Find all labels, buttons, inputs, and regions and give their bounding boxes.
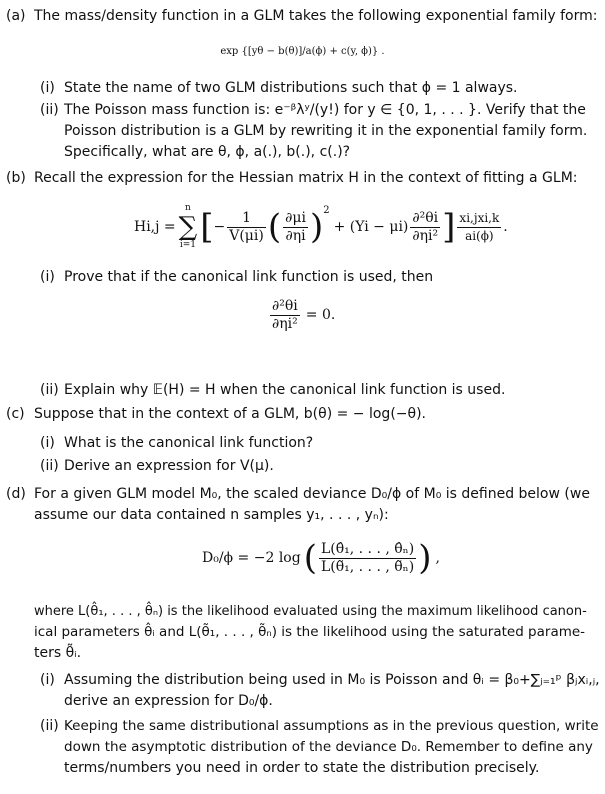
residual-term: + (Yi − μi) — [333, 218, 409, 235]
part-d-after-3: ters θ̃ᵢ. — [34, 645, 82, 661]
part-c-i-text: What is the canonical link function? — [64, 435, 314, 451]
hessian-lhs: Hi,j = — [134, 218, 176, 235]
part-d-ii-text-3: terms/numbers you need in order to state the distribution precisely. — [64, 760, 540, 776]
part-a-ii-label: (ii) — [40, 102, 59, 118]
saturated-likelihood: L(θ̃₁, . . . , θ̃ₙ) — [320, 558, 415, 575]
part-c-label: (c) — [6, 406, 25, 422]
part-c-intro: Suppose that in the context of a GLM, b(θ) = − log(−θ). — [34, 406, 426, 422]
deviance-lhs: D₀/ϕ = −2 log — [202, 549, 301, 566]
part-b-intro: Recall the expression for the Hessian matrix H in the context of fitting a GLM: — [34, 170, 578, 186]
variance-function: V(μi) — [229, 227, 264, 244]
deviance-equation — [202, 530, 440, 586]
part-d-after-2: ical parameters θ̂ᵢ and L(θ̃₁, . . . , θ̃ₙ) is the likelihood using the saturated parame- — [34, 624, 586, 640]
covariate-fraction — [457, 210, 501, 245]
hessian-period: . — [503, 218, 508, 235]
proof-fraction — [270, 298, 300, 333]
part-d-after-1: where L(θ̂₁, . . . , θ̂ₙ) is the likelihood evaluated using the maximum likelihood canon- — [34, 604, 587, 619]
square-exponent: 2 — [323, 205, 330, 216]
exponential-family-formula: exp {[yθ − b(θ)]/a(ϕ) + c(y, ϕ)} . — [220, 46, 385, 57]
deviance-left-paren: ( — [303, 538, 317, 578]
part-d-ii-text-2: down the asymptotic distribution of the deviance D₀. Remember to define any — [64, 739, 593, 755]
inverse-variance-fraction — [227, 210, 266, 245]
second-derivative-fraction — [410, 210, 440, 245]
deta: ∂ηi — [285, 227, 306, 244]
deviance-right-paren: ) — [418, 538, 432, 578]
part-b-i-text: Prove that if the canonical link function is used, then — [64, 269, 434, 285]
part-c-i-label: (i) — [40, 435, 55, 451]
sum-upper-limit: n — [185, 203, 191, 213]
proof-rhs: = 0. — [305, 307, 336, 323]
part-d-ii-text-1: Keeping the same distributional assumptions as in the previous question, write — [64, 718, 599, 734]
dmu: ∂μi — [285, 209, 306, 226]
left-paren: ( — [267, 207, 282, 247]
part-d-i-text-2: derive an expression for D₀/ϕ. — [64, 693, 273, 709]
part-d-intro-2: assume our data contained n samples y₁, . . . , yₙ): — [34, 507, 389, 523]
summation-symbol: n ∑ i=1 — [178, 203, 198, 250]
part-d-label: (d) — [6, 486, 26, 502]
part-b-label: (b) — [6, 170, 26, 186]
canonical-link-equation — [268, 298, 335, 333]
part-b-ii-text: Explain why 𝔼(H) = H when the canonical link function is used. — [64, 382, 506, 398]
part-b-i-label: (i) — [40, 269, 55, 285]
part-d-intro-1: For a given GLM model M₀, the scaled deviance D₀/ϕ of M₀ is defined below (we — [34, 486, 590, 502]
right-bracket: ] — [442, 207, 456, 247]
proof-denominator: ∂ηi² — [272, 316, 298, 332]
fitted-likelihood: L(θ̂₁, . . . , θ̂ₙ) — [320, 540, 415, 557]
part-d-i-label: (i) — [40, 672, 55, 688]
part-c-ii-text: Derive an expression for V(μ). — [64, 458, 274, 474]
part-d-i-text-1: Assuming the distribution being used in M₀ is Poisson and θᵢ = β₀+∑ⱼ₌₁ᵖ βⱼxᵢ,ⱼ, — [64, 672, 600, 688]
part-a-ii-text-1: The Poisson mass function is: e⁻ᵝλʸ/(y!) for y ∈ {0, 1, . . . }. Verify that the — [64, 102, 586, 118]
part-a-i-label: (i) — [40, 80, 55, 96]
minus-sign: − — [213, 218, 226, 235]
d2theta: ∂²θi — [412, 209, 439, 226]
left-bracket: [ — [200, 207, 214, 247]
part-a-i-text: State the name of two GLM distributions such that ϕ = 1 always. — [64, 80, 518, 96]
part-c-ii-label: (ii) — [40, 458, 59, 474]
part-a-label: (a) — [6, 8, 26, 24]
sum-lower-limit: i=1 — [179, 240, 197, 250]
covariate-product: xi,jxi,k — [457, 210, 501, 228]
proof-numerator: ∂²θi — [272, 298, 298, 314]
dmu-deta-fraction — [283, 210, 308, 245]
likelihood-ratio-fraction — [319, 541, 416, 576]
deta2: ∂ηi² — [412, 227, 439, 244]
part-b-ii-label: (ii) — [40, 382, 59, 398]
dispersion-function: ai(ϕ) — [465, 228, 494, 243]
fraction-one: 1 — [227, 210, 266, 228]
right-paren: ) — [309, 207, 324, 247]
part-d-ii-label: (ii) — [40, 718, 59, 734]
deviance-comma: , — [435, 549, 440, 566]
part-a-ii-text-3: Specifically, what are θ, ϕ, a(.), b(.), c(.)? — [64, 144, 351, 160]
part-a-ii-text-2: Poisson distribution is a GLM by rewriting it in the exponential family form. — [64, 123, 588, 139]
part-a-intro: The mass/density function in a GLM takes the following exponential family form: — [34, 8, 598, 24]
hessian-equation — [134, 196, 508, 258]
